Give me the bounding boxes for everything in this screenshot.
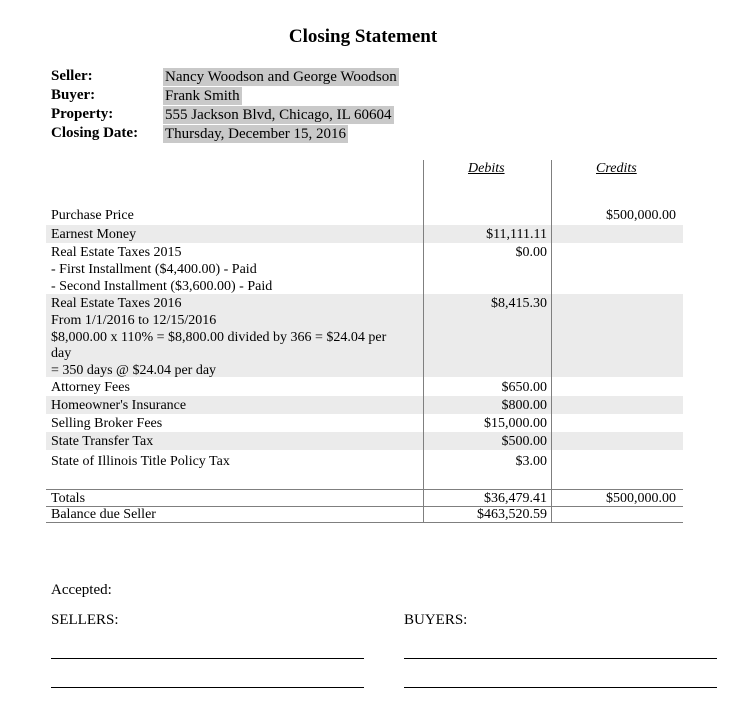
closing-date-label: Closing Date: bbox=[51, 125, 139, 141]
earnest-money-debit: $11,111.11 bbox=[486, 227, 547, 242]
buyer-name: Frank Smith bbox=[165, 88, 240, 104]
balance-due-label: Balance due Seller bbox=[51, 507, 156, 522]
totals-debit: $36,479.41 bbox=[484, 491, 547, 506]
transfer-tax-label: State Transfer Tax bbox=[51, 434, 154, 449]
sellers-label: SELLERS: bbox=[51, 612, 119, 628]
column-divider bbox=[423, 160, 424, 523]
seller-signature-line bbox=[51, 687, 364, 688]
earnest-money-label: Earnest Money bbox=[51, 227, 137, 242]
broker-fees-debit: $15,000.00 bbox=[484, 416, 547, 431]
taxes-2015-debit: $0.00 bbox=[515, 245, 547, 260]
seller-name: Nancy Woodson and George Woodson bbox=[165, 69, 397, 85]
taxes-2016-detail: day bbox=[51, 346, 72, 361]
row-shade bbox=[46, 225, 683, 243]
title-policy-tax-label: State of Illinois Title Policy Tax bbox=[51, 454, 230, 469]
buyer-label: Buyer: bbox=[51, 87, 96, 103]
broker-fees-label: Selling Broker Fees bbox=[51, 416, 163, 431]
totals-label: Totals bbox=[51, 491, 86, 506]
taxes-2015-detail: - First Installment ($4,400.00) - Paid bbox=[51, 262, 257, 277]
taxes-2015-label: Real Estate Taxes 2015 bbox=[51, 245, 182, 260]
buyer-signature-line bbox=[404, 687, 717, 688]
taxes-2016-detail: $8,000.00 x 110% = $8,800.00 divided by 366 = $24.04 per bbox=[51, 330, 387, 345]
taxes-2016-label: Real Estate Taxes 2016 bbox=[51, 296, 182, 311]
purchase-price-credit: $500,000.00 bbox=[606, 208, 676, 223]
attorney-fees-debit: $650.00 bbox=[501, 380, 547, 395]
taxes-2016-detail: From 1/1/2016 to 12/15/2016 bbox=[51, 313, 217, 328]
insurance-debit: $800.00 bbox=[501, 398, 547, 413]
accepted-label: Accepted: bbox=[51, 582, 112, 598]
closing-date: Thursday, December 15, 2016 bbox=[165, 126, 347, 142]
property-address: 555 Jackson Blvd, Chicago, IL 60604 bbox=[165, 107, 392, 123]
title-policy-tax-debit: $3.00 bbox=[515, 454, 547, 469]
column-divider bbox=[551, 160, 552, 523]
buyers-label: BUYERS: bbox=[404, 612, 468, 628]
credits-column-header: Credits bbox=[596, 161, 637, 176]
document-title: Closing Statement bbox=[288, 26, 438, 47]
purchase-price-label: Purchase Price bbox=[51, 208, 134, 223]
buyer-signature-line bbox=[404, 658, 717, 659]
property-label: Property: bbox=[51, 106, 114, 122]
seller-label: Seller: bbox=[51, 68, 93, 84]
debits-column-header: Debits bbox=[468, 161, 505, 176]
transfer-tax-debit: $500.00 bbox=[501, 434, 547, 449]
totals-credit: $500,000.00 bbox=[606, 491, 676, 506]
attorney-fees-label: Attorney Fees bbox=[51, 380, 130, 395]
taxes-2016-debit: $8,415.30 bbox=[491, 296, 547, 311]
taxes-2015-detail: - Second Installment ($3,600.00) - Paid bbox=[51, 279, 273, 294]
insurance-label: Homeowner's Insurance bbox=[51, 398, 187, 413]
seller-signature-line bbox=[51, 658, 364, 659]
balance-due-debit: $463,520.59 bbox=[477, 507, 547, 522]
taxes-2016-detail: = 350 days @ $24.04 per day bbox=[51, 363, 217, 378]
